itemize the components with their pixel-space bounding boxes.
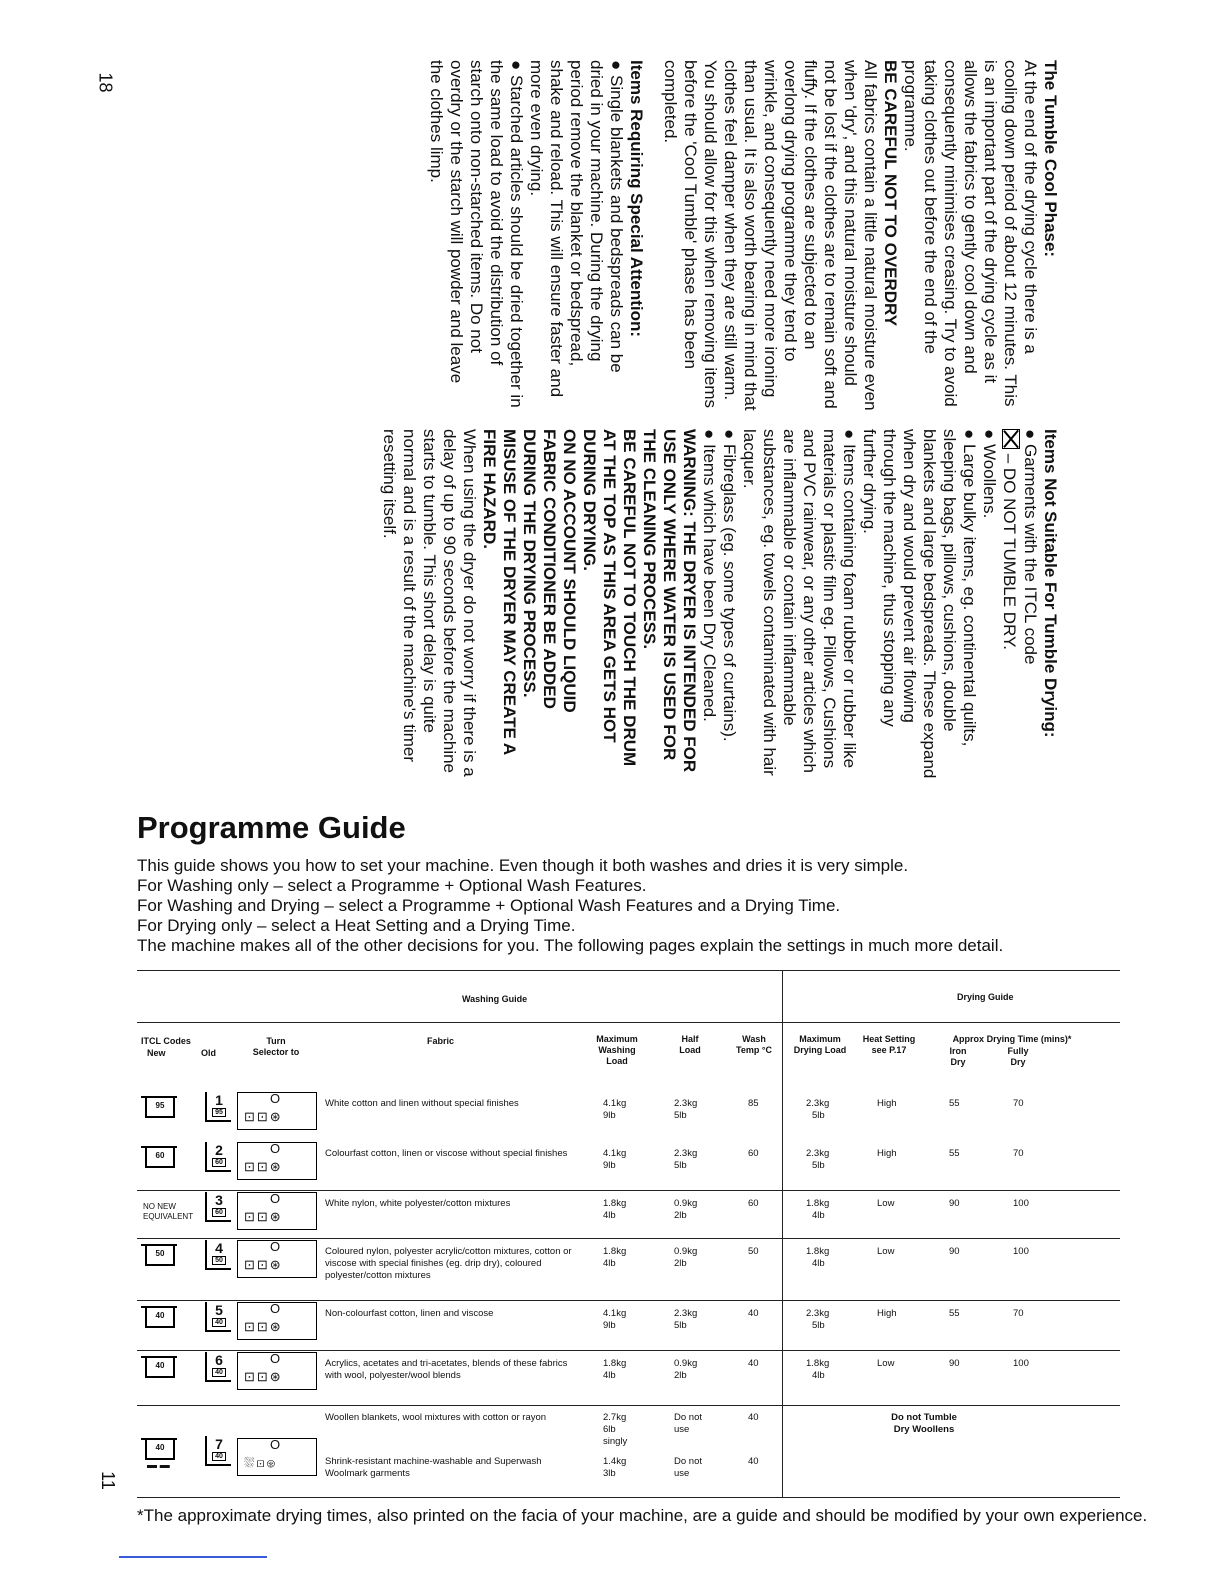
half-load-header: Half Load	[679, 1034, 701, 1055]
selector-dial-icon	[237, 1302, 317, 1340]
half-load-kg: 2.3kg	[674, 1148, 698, 1159]
fully-dry-cell: 100	[1013, 1198, 1029, 1209]
max-dry-header: Maximum Drying Load	[793, 1034, 847, 1055]
half-load-lb: 5lb	[674, 1110, 687, 1121]
not-suitable-bullet-5: ● Fibreglass (eg. some types of curtains).	[719, 429, 739, 780]
max-wash-kg: 4.1kg	[603, 1308, 627, 1319]
itcl-new-icon: 60	[145, 1148, 175, 1168]
page-number-top: 18	[95, 72, 116, 93]
half-load-kg: 0.9kg	[674, 1358, 698, 1369]
selector-dial-icon	[237, 1240, 317, 1278]
max-wash-lb: 3lb	[603, 1468, 616, 1479]
intro-line-4: For Drying only – select a Heat Setting and a Drying Time.	[137, 916, 576, 935]
itcl-new-icon: 50	[145, 1246, 175, 1266]
special-bullet-1: ● Single blankets and bedspreads can be dried in your machine. During the drying period remove the blanket or bedspread, shake and reload. This will ensure faster and more even drying.	[526, 60, 626, 411]
programme-number: 4	[215, 1240, 223, 1256]
heat-setting-cell: High	[877, 1148, 897, 1159]
gentle-action-bars-icon: ▬ ▬	[147, 1460, 170, 1471]
half-load-lb: 2lb	[674, 1210, 687, 1221]
max-wash-kg: 4.1kg	[603, 1148, 627, 1159]
itcl-old-icon	[205, 1352, 231, 1382]
table-divider	[782, 970, 783, 1498]
max-wash-lb: 4lb	[603, 1210, 616, 1221]
not-suitable-bullet-3: ● Large bulky items, eg. continental quilts, sleeping bags, pillows, cushions, double blankets and large bedspreads. These expand when dry and would prevent air flowing through the machine, thus stopping any further drying.	[859, 429, 979, 780]
max-wash-header: Maximum Washing Load	[596, 1034, 638, 1066]
programme-number: 3	[215, 1192, 223, 1208]
rotated-instructions	[0, 60, 1060, 780]
wash-temp-cell: 40	[748, 1456, 759, 1467]
intro-line-5: The machine makes all of the other decisions for you. The following pages explain the settings in much more detail.	[137, 936, 1004, 955]
dial-marker-icon: O	[270, 1141, 281, 1156]
dial-glyphs-icon: ⊡⊡⊛	[244, 1257, 283, 1272]
intro-line-3: For Washing and Drying – select a Programme + Optional Wash Features and a Drying Time.	[137, 896, 841, 915]
wash-temp-cell: 60	[748, 1148, 759, 1159]
old-temp: 60	[212, 1208, 226, 1217]
iron-dry-cell: 90	[949, 1198, 960, 1209]
dial-marker-icon: O	[270, 1091, 281, 1106]
max-dry-kg: 1.8kg	[806, 1358, 830, 1369]
heat-setting-cell: Low	[877, 1246, 895, 1257]
half-load-cell: Do not use	[674, 1456, 702, 1479]
max-wash-kg: 4.1kg	[603, 1098, 627, 1109]
fully-dry-header: Fully Dry	[1007, 1046, 1029, 1067]
fabric-cell: Colourfast cotton, linen or viscose without special finishes	[325, 1148, 568, 1159]
itcl-old-icon	[205, 1302, 231, 1332]
old-temp: 40	[212, 1368, 226, 1377]
dial-glyphs-icon: ⛆⊡⊛	[244, 1455, 278, 1470]
dial-marker-icon: O	[270, 1191, 281, 1206]
fabric-cell: Coloured nylon, polyester acrylic/cotton mixtures, cotton or viscose with special finishes (eg. drip dry), coloured polyester/cotton mixtures	[325, 1246, 572, 1281]
wash-temp-cell: 40	[748, 1358, 759, 1369]
old-temp: 50	[212, 1256, 226, 1265]
dial-marker-icon: O	[270, 1437, 281, 1452]
max-wash-kg: 2.7kg	[603, 1412, 627, 1423]
max-wash-lb: 4lb	[603, 1258, 616, 1269]
itcl-old-icon	[205, 1436, 231, 1466]
max-wash-lb: 6lb	[603, 1424, 616, 1435]
overdry-title: BE CAREFUL NOT TO OVERDRY	[881, 60, 900, 327]
half-load-lb: 5lb	[674, 1160, 687, 1171]
do-not-tumble-dry-icon	[1002, 429, 1020, 449]
fabric-cell: White nylon, white polyester/cotton mixtures	[325, 1198, 511, 1209]
max-wash-kg: 1.8kg	[603, 1198, 627, 1209]
itcl-header: ITCL Codes	[141, 1036, 191, 1046]
wash-temp-cell: 85	[748, 1098, 759, 1109]
ns-b1-text: Garments with the ITCL code	[1021, 444, 1040, 665]
max-wash-kg: 1.4kg	[603, 1456, 627, 1467]
programme-number: 2	[215, 1142, 223, 1158]
wash-temp-header: Wash Temp °C	[736, 1034, 772, 1055]
max-wash-lb: 9lb	[603, 1110, 616, 1121]
programme-table	[137, 970, 1120, 1498]
max-dry-kg: 2.3kg	[806, 1308, 830, 1319]
selector-dial-icon	[237, 1438, 317, 1476]
fabric-cell: White cotton and linen without special finishes	[325, 1098, 519, 1109]
max-dry-lb: 4lb	[812, 1258, 825, 1269]
selector-dial-icon	[237, 1092, 317, 1130]
half-load-kg: 0.9kg	[674, 1198, 698, 1209]
half-load-kg: 2.3kg	[674, 1308, 698, 1319]
heat-setting-cell: High	[877, 1308, 897, 1319]
iron-dry-cell: 55	[949, 1098, 960, 1109]
old-temp: 95	[212, 1108, 226, 1117]
max-dry-lb: 4lb	[812, 1210, 825, 1221]
iron-dry-cell: 55	[949, 1308, 960, 1319]
table-rule	[137, 1300, 1120, 1301]
new-header: New	[147, 1048, 166, 1058]
warning-text: WARNING: THE DRYER IS INTENDED FOR USE ONLY WHERE WATER IS USED FOR THE CLEANING PROCESS.	[640, 429, 699, 773]
table-rule	[137, 1238, 1120, 1239]
max-dry-lb: 5lb	[812, 1160, 825, 1171]
half-load-kg: 2.3kg	[674, 1098, 698, 1109]
itcl-old-icon	[205, 1240, 231, 1270]
drying-guide-header: Drying Guide	[957, 992, 1014, 1002]
fabric-header: Fabric	[427, 1036, 455, 1046]
programme-number: 6	[215, 1352, 223, 1368]
max-dry-kg: 2.3kg	[806, 1148, 830, 1159]
not-suitable-bullet-6: ● Items which have been Dry Cleaned.	[699, 429, 719, 780]
table-rule	[137, 1350, 1120, 1351]
table-rule	[137, 1190, 1120, 1191]
half-load-lb: 2lb	[674, 1370, 687, 1381]
cool-phase-title: The Tumble Cool Phase:	[1041, 60, 1060, 258]
half-load-cell: Do not use	[674, 1412, 702, 1435]
dial-glyphs-icon: ⊡⊡⊛	[244, 1159, 283, 1174]
heat-setting-cell: Low	[877, 1198, 895, 1209]
page-title: Programme Guide	[137, 810, 406, 845]
max-wash-note: singly	[603, 1436, 628, 1447]
max-wash-lb: 4lb	[603, 1370, 616, 1381]
page-edge-marker	[119, 1556, 267, 1558]
not-suitable-bullet-2: ● Woollens.	[979, 429, 999, 780]
intro-line-2: For Washing only – select a Programme + Optional Wash Features.	[137, 876, 647, 895]
fully-dry-cell: 70	[1013, 1148, 1024, 1159]
itcl-new-cell: NO NEW EQUIVALENT	[143, 1202, 194, 1221]
table-rule	[137, 1405, 1120, 1406]
fully-dry-cell: 70	[1013, 1308, 1024, 1319]
itcl-new-icon: 95	[145, 1098, 175, 1118]
max-wash-kg: 1.8kg	[603, 1358, 627, 1369]
rotated-column-1	[0, 60, 1060, 411]
itcl-old-icon	[205, 1092, 231, 1122]
delay-text: When using the dryer do not worry if there is a delay of up to 90 seconds before the machine starts to tumble. This short delay is quite normal and is a result of the machine's timer resetting itself.	[380, 429, 479, 777]
max-wash-lb: 9lb	[603, 1320, 616, 1331]
table-rule	[137, 970, 1120, 971]
table-rule	[137, 1022, 1120, 1023]
fully-dry-cell: 100	[1013, 1358, 1029, 1369]
half-load-kg: 0.9kg	[674, 1246, 698, 1257]
iron-dry-cell: 55	[949, 1148, 960, 1159]
max-dry-lb: 5lb	[812, 1320, 825, 1331]
max-wash-lb: 9lb	[603, 1160, 616, 1171]
do-not-tumble-note: Do not Tumble Dry Woollens	[891, 1412, 957, 1435]
max-wash-kg: 1.8kg	[603, 1246, 627, 1257]
heat-header: Heat Setting see P.17	[862, 1034, 916, 1055]
itcl-new-icon: 40	[145, 1358, 175, 1378]
not-suitable-title: Items Not Suitable For Tumble Drying:	[1041, 429, 1060, 738]
programme-number: 7	[215, 1436, 223, 1452]
old-temp: 60	[212, 1158, 226, 1167]
fabric-cell: Woollen blankets, wool mixtures with cotton or rayon	[325, 1412, 547, 1423]
fabric-cell: Acrylics, acetates and tri-acetates, blends of these fabrics with wool, polyester/wool blends	[325, 1358, 568, 1381]
selector-dial-icon	[237, 1192, 317, 1230]
approx-time-header: Approx Drying Time (mins)*	[952, 1034, 1072, 1044]
cool-phase-body: At the end of the drying cycle there is a cooling down period of about 12 minutes. This is an important part of the drying cycle as it allows the fabrics to gently cool down and consequently minimises creasing. Try to avoid taking clothes out before the end of the programme.	[901, 60, 1040, 407]
washing-guide-header: Washing Guide	[462, 994, 528, 1004]
itcl-new-icon: 40	[145, 1440, 175, 1460]
wash-temp-cell: 40	[748, 1412, 759, 1423]
fabric-cell: Shrink-resistant machine-washable and Superwash Woolmark garments	[325, 1456, 542, 1479]
overdry-body: All fabrics contain a little natural moisture even when 'dry', and this natural moisture should not be lost if the clothes are to remain soft and fluffy. If the clothes are subjected to an overlong drying programme they tend to wrinkle, and consequently need more ironing than usual. It is also worth bearing in mind that clothes feel damper when they are still warm. You should allow for this when removing items before the 'Cool Tumble' phase has been completed.	[661, 60, 880, 411]
turn-header: Turn Selector to	[252, 1036, 300, 1057]
wash-temp-cell: 50	[748, 1246, 759, 1257]
iron-dry-cell: 90	[949, 1358, 960, 1369]
table-rule	[137, 1497, 1120, 1498]
fabric-cell: Non-colourfast cotton, linen and viscose	[325, 1308, 494, 1319]
old-temp: 40	[212, 1318, 226, 1327]
max-dry-kg: 2.3kg	[806, 1098, 830, 1109]
dial-glyphs-icon: ⊡⊡⊛	[244, 1369, 283, 1384]
max-dry-kg: 1.8kg	[806, 1246, 830, 1257]
itcl-old-icon	[205, 1142, 231, 1172]
old-header: Old	[201, 1048, 216, 1058]
wash-temp-cell: 40	[748, 1308, 759, 1319]
dial-glyphs-icon: ⊡⊡⊛	[244, 1319, 283, 1334]
max-dry-lb: 4lb	[812, 1370, 825, 1381]
max-dry-lb: 5lb	[812, 1110, 825, 1121]
dial-glyphs-icon: ⊡⊡⊛	[244, 1109, 283, 1124]
old-temp: 40	[212, 1452, 226, 1461]
conditioner-text: ON NO ACCOUNT SHOULD LIQUID FABRIC CONDITIONER BE ADDED DURING THE DRYING PROCESS.	[520, 429, 579, 713]
dial-marker-icon: O	[270, 1301, 281, 1316]
not-suitable-bullet-1	[999, 429, 1040, 780]
fully-dry-cell: 70	[1013, 1098, 1024, 1109]
heat-setting-cell: Low	[877, 1358, 895, 1369]
intro-line-1: This guide shows you how to set your machine. Even though it both washes and dries it is very simple.	[137, 856, 909, 875]
selector-dial-icon	[237, 1142, 317, 1180]
dial-marker-icon: O	[270, 1239, 281, 1254]
programme-number: 5	[215, 1302, 223, 1318]
fully-dry-cell: 100	[1013, 1246, 1029, 1257]
half-load-lb: 5lb	[674, 1320, 687, 1331]
dial-glyphs-icon: ⊡⊡⊛	[244, 1209, 283, 1224]
iron-dry-header: Iron Dry	[949, 1046, 967, 1067]
careful-text: BE CAREFUL NOT TO TOUCH THE DRUM AT THE TOP AS THIS AREA GETS HOT DURING DRYING.	[580, 429, 639, 767]
page-number-bottom: 11	[97, 1471, 118, 1490]
ns-b1-code: – DO NOT TUMBLE DRY.	[1000, 453, 1019, 650]
itcl-new-icon: 40	[145, 1308, 175, 1328]
misuse-text: MISUSE OF THE DRYER MAY CREATE A FIRE HAZARD.	[480, 429, 519, 755]
footnote: *The approximate drying times, also printed on the facia of your machine, are a guide and should be modified by your own experience.	[137, 1506, 1148, 1525]
selector-dial-icon	[237, 1352, 317, 1390]
heat-setting-cell: High	[877, 1098, 897, 1109]
special-bullet-2: ● Starched articles should be dried together in the same load to avoid the distribution of starch onto non-starched items. Do not overdry or the starch will powder and leave the clothes limp.	[426, 60, 526, 411]
max-dry-kg: 1.8kg	[806, 1198, 830, 1209]
iron-dry-cell: 90	[949, 1246, 960, 1257]
dial-marker-icon: O	[270, 1351, 281, 1366]
intro-text	[137, 856, 1003, 956]
special-title: Items Requiring Special Attention:	[627, 60, 646, 338]
rotated-column-2	[0, 429, 1060, 780]
wash-temp-cell: 60	[748, 1198, 759, 1209]
not-suitable-bullet-4: ● Items containing foam rubber or rubber like materials or plastic film eg. Pillows, Cushions and PVC rainwear, or any other articles which are inflammable or contain inflammable substances, eg. towels contaminated with hair lacquer.	[739, 429, 859, 780]
itcl-old-icon	[205, 1192, 231, 1222]
programme-number: 1	[215, 1092, 223, 1108]
half-load-lb: 2lb	[674, 1258, 687, 1269]
